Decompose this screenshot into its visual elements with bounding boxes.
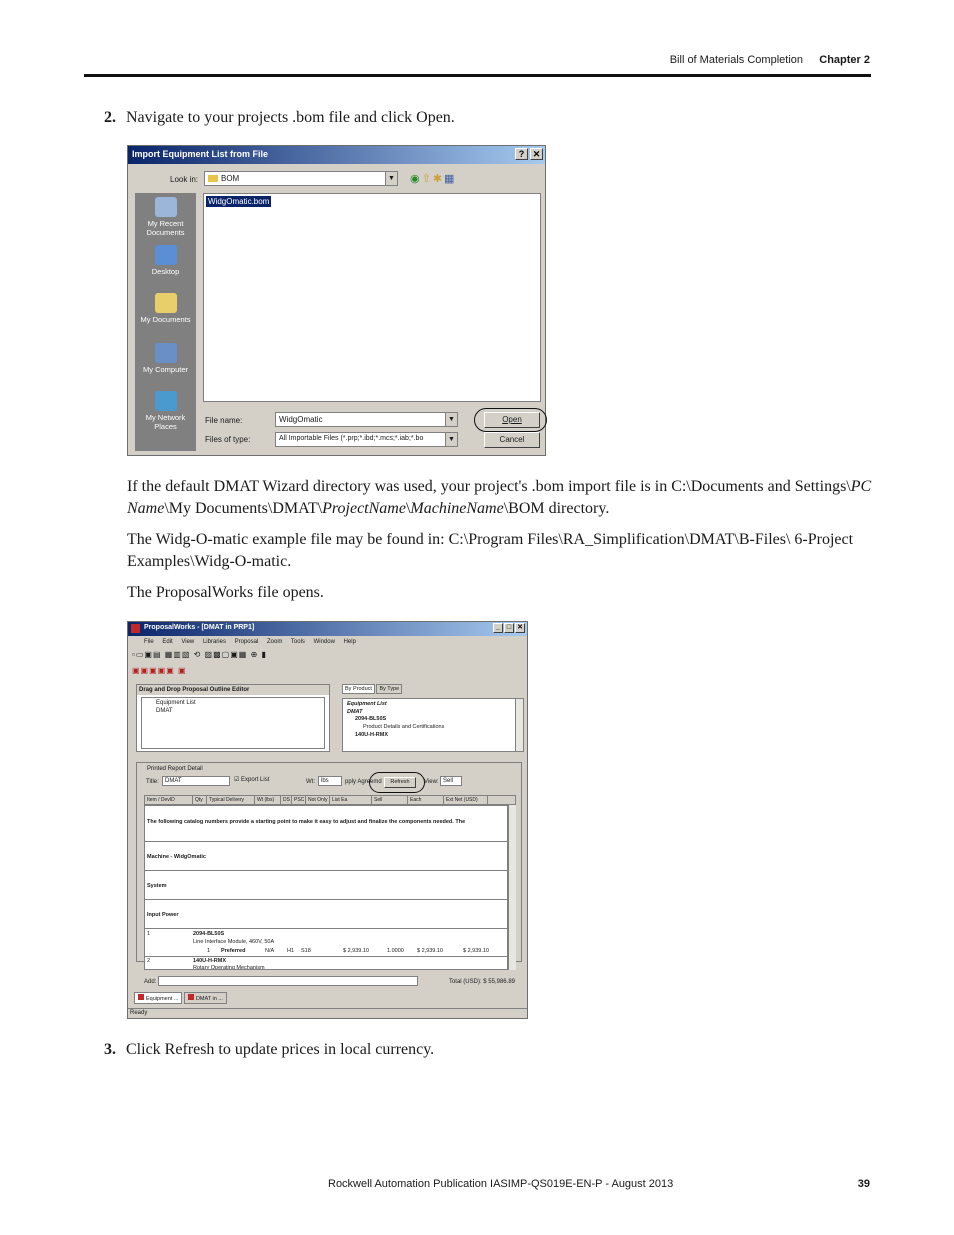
text-run: \BOM directory. (503, 500, 610, 517)
table-row[interactable]: System (145, 871, 507, 900)
main-toolbar[interactable]: ▫▭▣▤ ▦▥▧ ⟲ ▨▩▢▣▦ ⊕ ▮ (132, 650, 267, 659)
recent-documents-icon (155, 197, 177, 217)
menu-help[interactable]: Help (343, 639, 356, 645)
product-tree (342, 698, 524, 752)
menu-window[interactable]: Window (313, 639, 335, 645)
pw-title: ProposalWorks - [DMAT in PRP1] (144, 624, 255, 631)
grid-scrollbar[interactable] (508, 805, 516, 970)
outline-item[interactable]: DMAT (156, 708, 173, 714)
desktop-icon (155, 245, 177, 265)
item-ext: $ 2,939.10 (463, 948, 489, 954)
dialog-title-bar (128, 146, 545, 164)
place-documents[interactable] (135, 293, 196, 324)
outline-item[interactable]: Equipment List (156, 700, 196, 706)
secondary-toolbar[interactable]: ▣▣▣▣▣ ▣ (132, 666, 187, 675)
close-button[interactable]: ✕ (530, 148, 543, 160)
step-3 (104, 1041, 434, 1059)
pw-title-bar (128, 622, 527, 636)
tree-scrollbar[interactable] (515, 699, 523, 751)
publication-info: Rockwell Automation Publication IASIMP-QS019E-EN-P - August 2013 (328, 1178, 674, 1190)
item-ds: H1 (287, 948, 295, 954)
place-label: My Computer (142, 365, 188, 374)
item-row[interactable] (145, 957, 507, 970)
status-text: Ready (130, 1010, 148, 1016)
item-row[interactable] (145, 929, 507, 957)
catalog-number: 2094-BL50S (193, 931, 225, 937)
tree-item[interactable]: 2094-BL50S (355, 716, 387, 722)
cancel-button[interactable]: Cancel (484, 432, 540, 448)
item-number: 1 (147, 931, 151, 937)
bom-path-paragraph (127, 476, 872, 520)
text-run: If the default DMAT Wizard directory was used, your project's .bom import file is in C:\Documents and Settings\ (127, 478, 851, 495)
step-text: Click Refresh to update prices in local currency. (126, 1041, 435, 1058)
tree-item[interactable]: DMAT (347, 709, 363, 715)
running-header (0, 52, 954, 72)
item-qty: 1 (207, 948, 211, 954)
page-number: 39 (857, 1178, 870, 1190)
apply-agreement-label: pply Agreemd (345, 779, 382, 785)
export-list-checkbox[interactable]: ☑ Export List (234, 777, 270, 783)
item-multiplier: 1.0000 (387, 948, 404, 954)
file-name-field[interactable] (275, 412, 458, 427)
place-computer[interactable] (135, 343, 196, 374)
product-tabs (342, 686, 402, 692)
close-button[interactable]: ✕ (515, 623, 525, 633)
text-run: \ (405, 500, 411, 517)
view-label: View: (424, 779, 439, 785)
project-name: ProjectName (322, 500, 406, 517)
look-in-combo[interactable] (204, 171, 398, 186)
chevron-down-icon[interactable]: ▼ (445, 413, 457, 426)
menu-edit[interactable]: Edit (162, 639, 173, 645)
tree-item[interactable]: 140U-H-RMX (355, 732, 389, 738)
place-label: Desktop (151, 267, 180, 276)
export-list-label: Export List (241, 777, 270, 783)
file-list[interactable] (203, 193, 541, 402)
example-path-paragraph: The Widg-O-matic example file may be found in: C:\Program Files\RA_Simplification\DMAT\B-Files\ 6-Project Examples\Widg-O-matic. (127, 531, 854, 570)
tree-item[interactable]: Equipment List (347, 701, 387, 707)
chevron-down-icon[interactable]: ▼ (445, 433, 457, 446)
minimize-button[interactable]: _ (493, 623, 503, 633)
equipment-grid (144, 805, 508, 970)
up-folder-icon[interactable]: ⇧ (421, 173, 433, 185)
open-button[interactable]: Open (484, 412, 540, 428)
network-icon (155, 391, 177, 411)
menu-tools[interactable]: Tools (290, 639, 305, 645)
pc-name: PC Name (127, 478, 872, 517)
item-delivery: Preferred (221, 948, 246, 954)
status-bar (128, 1008, 527, 1018)
view-select[interactable]: Sell (440, 776, 462, 786)
item-description: Line Interface Module, 460V, 50A (193, 939, 275, 945)
app-icon (131, 624, 140, 633)
column-header[interactable]: Qty (193, 796, 207, 804)
step-number: 3. (104, 1041, 116, 1058)
title-field[interactable]: DMAT (162, 776, 230, 786)
back-icon[interactable]: ◉ (410, 173, 422, 185)
column-header[interactable]: Typical Delivery (207, 796, 255, 804)
new-folder-icon[interactable]: ✱ (432, 173, 445, 185)
table-row[interactable]: Input Power (145, 900, 507, 929)
file-type-combo[interactable] (275, 432, 458, 447)
step-number: 2. (104, 109, 116, 126)
app-icon (188, 994, 194, 1000)
place-network[interactable] (135, 391, 196, 431)
add-field[interactable] (158, 976, 418, 986)
file-type-value: All Importable Files (*.prp;*.ibd;*.mcs;*.iab;*.bo (279, 435, 424, 442)
catalog-number: 140U-H-RMX (193, 958, 227, 964)
column-header[interactable]: List Ea (330, 796, 372, 804)
header-rule (84, 74, 871, 77)
doc-tab-dmat[interactable] (184, 992, 227, 1004)
document-tabs (134, 992, 227, 1004)
proposalworks-window (127, 621, 528, 1019)
views-icon[interactable]: ▦ (444, 173, 457, 185)
column-header[interactable]: Item / DevID (145, 796, 193, 804)
outline-title: Drag and Drop Proposal Outline Editor (137, 685, 329, 695)
add-label: Add: (144, 979, 157, 985)
table-row[interactable]: The following catalog numbers provide a starting point to make it easy to adjust and finalize the components needed. The (145, 816, 507, 842)
wt-select[interactable]: lbs (318, 776, 342, 786)
menu-proposal[interactable]: Proposal (234, 639, 259, 645)
item-description: Rotary Operating Mechanism (193, 965, 265, 970)
step-2 (104, 109, 455, 127)
look-in-label: Look in: (170, 175, 199, 184)
tab-by-product[interactable]: By Product (342, 684, 375, 694)
place-recent[interactable] (135, 197, 196, 237)
title-label: Title: (146, 779, 159, 785)
maximize-button[interactable]: □ (504, 623, 514, 633)
open-callout-ring (474, 408, 547, 432)
column-header[interactable]: Wt (lbs) (255, 796, 281, 804)
file-name-label: File name: (205, 416, 243, 425)
place-label: My Documents (140, 315, 191, 324)
help-button[interactable]: ? (515, 148, 528, 160)
file-name-value: WidgOmatic (279, 415, 323, 424)
place-desktop[interactable] (135, 245, 196, 276)
menu-libraries[interactable]: Libraries (202, 639, 226, 645)
machine-name: MachineName (410, 500, 504, 517)
item-sell: $ 2,939.10 (417, 948, 443, 954)
grid-header (144, 795, 516, 805)
column-header[interactable]: Each (408, 796, 444, 804)
item-weight: N/A (265, 948, 275, 954)
doc-tab-equipment[interactable] (134, 992, 182, 1004)
tab-by-type[interactable]: By Type (376, 684, 402, 694)
tree-item[interactable]: Product Details and Certifications (363, 724, 445, 730)
column-header[interactable]: Ext Net (USD) (444, 796, 488, 804)
place-label: My Network Places (145, 413, 186, 431)
opens-paragraph: The ProposalWorks file opens. (127, 584, 324, 601)
places-bar (135, 193, 196, 451)
column-header[interactable]: Sell (372, 796, 408, 804)
wt-label: Wt: (306, 779, 315, 785)
section-title: Bill of Materials Completion (669, 54, 803, 66)
step-text: Navigate to your projects .bom file and click Open. (126, 109, 455, 126)
doc-tab-label: Equipment ... (146, 996, 179, 1002)
dialog-title: Import Equipment List from File (132, 149, 269, 159)
column-header[interactable]: PSC (294, 797, 305, 803)
item-number: 2 (147, 958, 151, 964)
app-icon (138, 994, 144, 1000)
total-label: Total (USD): $ 55,986.89 (448, 979, 515, 985)
look-in-value: BOM (221, 174, 240, 183)
item-list: $ 2,939.10 (343, 948, 369, 954)
folder-icon (208, 175, 218, 182)
refresh-button[interactable]: Refresh (384, 777, 416, 788)
outline-editor (136, 684, 330, 752)
file-item[interactable]: WidgOmatic.bom (208, 197, 270, 206)
column-header[interactable]: Not Only (306, 796, 330, 804)
column-header[interactable]: DS (281, 796, 292, 804)
item-psc: S18 (301, 948, 311, 954)
table-row[interactable]: Machine - WidgOmatic (145, 842, 507, 871)
text-run: \My Documents\DMAT\ (164, 500, 323, 517)
chapter-label: Chapter 2 (819, 54, 870, 66)
menu-bar (128, 637, 527, 648)
file-type-label: Files of type: (205, 435, 251, 444)
chevron-down-icon[interactable]: ▼ (385, 172, 397, 185)
documents-icon (155, 293, 177, 313)
menu-zoom[interactable]: Zoom (266, 639, 283, 645)
menu-file[interactable]: File (144, 639, 154, 645)
report-group-label: Printed Report Detail (147, 766, 203, 772)
refresh-callout-ring (369, 772, 425, 793)
menu-view[interactable]: View (181, 639, 195, 645)
dialog-toolbar (410, 172, 456, 185)
import-dialog (127, 145, 546, 456)
computer-icon (155, 343, 177, 363)
place-label: My Recent Documents (146, 219, 185, 237)
doc-tab-label: DMAT in ... (195, 996, 223, 1002)
